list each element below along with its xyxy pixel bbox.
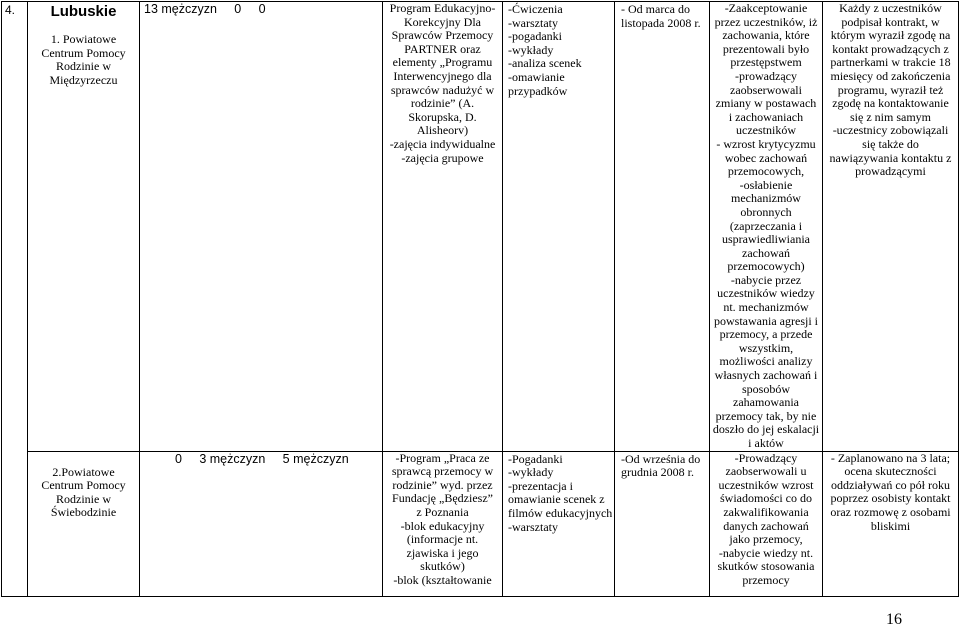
participant-counts: 0 3 mężczyzn 5 mężczyzn	[175, 451, 349, 466]
dates-cell: -Od września do grudnia 2008 r.	[615, 451, 710, 596]
institution-cell	[28, 451, 140, 596]
methods-cell: -Ćwiczenia -warsztaty -pogadanki -wykłady -analiza scenek -omawianie przypadków	[503, 2, 615, 452]
counts-cell	[140, 451, 383, 596]
notes-cell: - Zaplanowano na 3 lata; ocena skuteczności oddziaływań co pół roku poprzez osobisty kontakt oraz rozmowę z osobami bliskimi	[823, 451, 959, 596]
region-name: Lubuskie	[50, 3, 117, 20]
institution-name: 1. Powiatowe Centrum Pomocy Rodzinie w Międzyrzeczu	[41, 32, 126, 87]
results-cell: -Prowadzący zaobserwowali u uczestników wzrost świadomości co do zakwalifikowania danych zachowań jako przemocy, -nabycie wiedzy nt. skutków stosowania przemocy	[710, 451, 823, 596]
page-number: 16	[886, 611, 902, 628]
row-number: 4.	[2, 2, 28, 597]
institution-cell	[28, 2, 140, 452]
notes-cell: Każdy z uczestników podpisał kontrakt, w którym wyraził zgodę na kontakt prowadzących z partnerkami w trakcie 18 miesięcy od zakończenia programu, wyraził też zgodę na kontaktowanie się z nim samym -uczestnicy zobowiązali się także do nawiązywania kontaktu z prowadzącymi	[823, 2, 959, 452]
methods-cell: -Pogadanki -wykłady -prezentacja i omawianie scenek z filmów edukacyjnych -warsztaty	[503, 451, 615, 596]
counts-cell	[140, 2, 383, 452]
table-row	[2, 451, 959, 596]
data-table	[1, 1, 959, 597]
program-cell: -Program „Praca ze sprawcą przemocy w rodzinie” wyd. przez Fundację „Będziesz” z Poznania -blok edukacyjny (informacje nt. zjawiska i jego skutków) -blok (kształtowanie	[383, 451, 503, 596]
program-cell: Program Edukacyjno- Korekcyjny Dla Sprawców Przemocy PARTNER oraz elementy „Programu Interwencyjnego dla sprawców nadużyć w rodzinie” (A. Skorupska, D. Alisheorv) -zajęcia indywidualne -zajęcia grupowe	[383, 2, 503, 452]
participant-counts: 13 mężczyzn 0 0	[144, 2, 266, 16]
results-cell: -Zaakceptowanie przez uczestników, iż zachowania, które prezentowali było przestępstwem -prowadzący zaobserwowali zmiany w postawach i zachowaniach uczestników - wzrost krytycyzmu wobec zachowań przemocowych, -osłabienie mechanizmów obronnych (zaprzeczania i usprawiedliwiania zachowań przemocowych) -nabycie przez uczestników wiedzy nt. mechanizmów powstawania agresji i przemocy, a przede wszystkim, możliwości analizy własnych zachowań i sposobów zahamowania przemocy tak, by nie doszło do jej eskalacji i aktów	[710, 2, 823, 452]
table-row	[2, 2, 959, 452]
dates-cell: - Od marca do listopada 2008 r.	[615, 2, 710, 452]
institution-name: 2.Powiatowe Centrum Pomocy Rodzinie w Świebodzinie	[41, 464, 126, 520]
